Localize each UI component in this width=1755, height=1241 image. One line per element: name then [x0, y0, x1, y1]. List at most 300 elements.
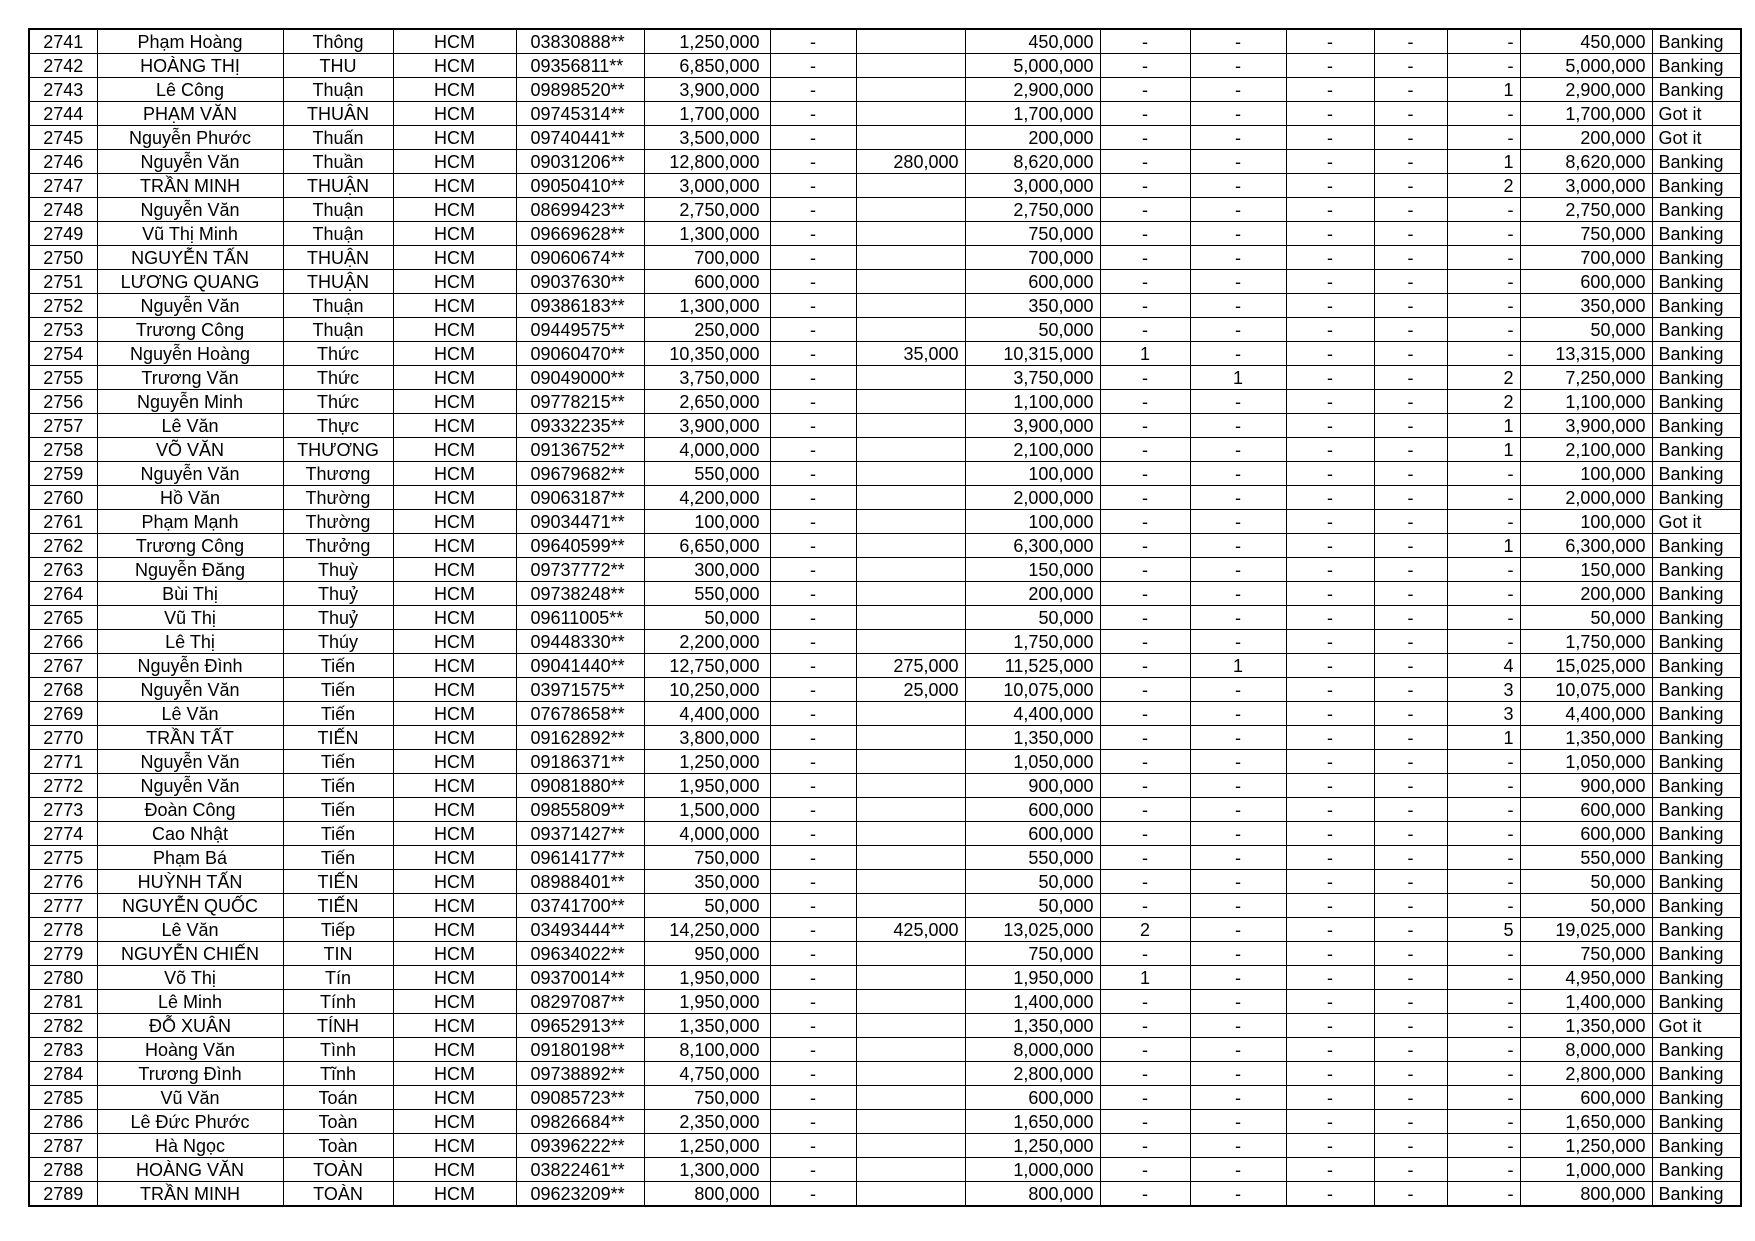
- count-cell-5: -: [1447, 246, 1520, 270]
- last-name-cell: HUỲNH TẤN: [97, 870, 283, 894]
- city-cell: HCM: [393, 1110, 516, 1134]
- table-row: [29, 54, 1741, 78]
- count-cell-4: -: [1374, 966, 1447, 990]
- amount-cell: 3,000,000: [644, 174, 770, 198]
- subtotal-cell: 600,000: [965, 798, 1100, 822]
- phone-cell: 09186371**: [516, 750, 644, 774]
- deduction-cell: [856, 894, 965, 918]
- subtotal-cell: 750,000: [965, 942, 1100, 966]
- phone-cell: 03741700**: [516, 894, 644, 918]
- count-cell-3: -: [1286, 29, 1374, 54]
- count-cell-2: -: [1190, 510, 1286, 534]
- first-name-cell: Tình: [283, 1038, 393, 1062]
- count-cell-5: -: [1447, 462, 1520, 486]
- payment-method-cell: Banking: [1652, 870, 1741, 894]
- first-name-cell: Toán: [283, 1086, 393, 1110]
- count-cell-1: -: [1100, 29, 1190, 54]
- city-cell: HCM: [393, 726, 516, 750]
- first-name-cell: Thực: [283, 414, 393, 438]
- count-cell-3: -: [1286, 414, 1374, 438]
- subtotal-cell: 100,000: [965, 462, 1100, 486]
- phone-cell: 09640599**: [516, 534, 644, 558]
- dash-cell: -: [770, 1062, 856, 1086]
- count-cell-4: -: [1374, 1110, 1447, 1134]
- count-cell-2: -: [1190, 798, 1286, 822]
- city-cell: HCM: [393, 918, 516, 942]
- count-cell-2: -: [1190, 390, 1286, 414]
- phone-cell: 09623209**: [516, 1182, 644, 1207]
- dash-cell: -: [770, 678, 856, 702]
- row-number-cell: 2746: [29, 150, 97, 174]
- count-cell-3: -: [1286, 78, 1374, 102]
- count-cell-1: -: [1100, 438, 1190, 462]
- table-row: [29, 1110, 1741, 1134]
- count-cell-2: -: [1190, 822, 1286, 846]
- subtotal-cell: 3,000,000: [965, 174, 1100, 198]
- count-cell-5: 4: [1447, 654, 1520, 678]
- count-cell-2: -: [1190, 294, 1286, 318]
- city-cell: HCM: [393, 1014, 516, 1038]
- first-name-cell: Tính: [283, 990, 393, 1014]
- first-name-cell: Tiến: [283, 654, 393, 678]
- phone-cell: 09162892**: [516, 726, 644, 750]
- count-cell-1: -: [1100, 702, 1190, 726]
- total-cell: 4,400,000: [1520, 702, 1652, 726]
- subtotal-cell: 800,000: [965, 1182, 1100, 1207]
- count-cell-5: -: [1447, 774, 1520, 798]
- dash-cell: -: [770, 270, 856, 294]
- dash-cell: -: [770, 1158, 856, 1182]
- count-cell-3: -: [1286, 1134, 1374, 1158]
- first-name-cell: Thuận: [283, 78, 393, 102]
- first-name-cell: Tiếp: [283, 918, 393, 942]
- city-cell: HCM: [393, 438, 516, 462]
- last-name-cell: Trương Văn: [97, 366, 283, 390]
- last-name-cell: Nguyễn Văn: [97, 198, 283, 222]
- count-cell-5: -: [1447, 894, 1520, 918]
- subtotal-cell: 10,315,000: [965, 342, 1100, 366]
- first-name-cell: Thưởng: [283, 534, 393, 558]
- table-row: [29, 1014, 1741, 1038]
- first-name-cell: TIẾN: [283, 726, 393, 750]
- count-cell-3: -: [1286, 894, 1374, 918]
- first-name-cell: Tín: [283, 966, 393, 990]
- row-number-cell: 2769: [29, 702, 97, 726]
- count-cell-4: -: [1374, 78, 1447, 102]
- count-cell-1: -: [1100, 606, 1190, 630]
- table-row: [29, 654, 1741, 678]
- last-name-cell: Vũ Văn: [97, 1086, 283, 1110]
- first-name-cell: Thương: [283, 462, 393, 486]
- dash-cell: -: [770, 918, 856, 942]
- payment-method-cell: Banking: [1652, 846, 1741, 870]
- row-number-cell: 2778: [29, 918, 97, 942]
- first-name-cell: Toàn: [283, 1134, 393, 1158]
- total-cell: 6,300,000: [1520, 534, 1652, 558]
- subtotal-cell: 150,000: [965, 558, 1100, 582]
- count-cell-1: 2: [1100, 918, 1190, 942]
- last-name-cell: Đoàn Công: [97, 798, 283, 822]
- phone-cell: 09611005**: [516, 606, 644, 630]
- phone-cell: 09738892**: [516, 1062, 644, 1086]
- dash-cell: -: [770, 174, 856, 198]
- subtotal-cell: 600,000: [965, 270, 1100, 294]
- count-cell-5: -: [1447, 1158, 1520, 1182]
- amount-cell: 14,250,000: [644, 918, 770, 942]
- table-row: [29, 342, 1741, 366]
- city-cell: HCM: [393, 29, 516, 54]
- row-number-cell: 2773: [29, 798, 97, 822]
- phone-cell: 09060674**: [516, 246, 644, 270]
- subtotal-cell: 1,350,000: [965, 726, 1100, 750]
- deduction-cell: [856, 102, 965, 126]
- deduction-cell: 25,000: [856, 678, 965, 702]
- table-row: [29, 270, 1741, 294]
- count-cell-1: -: [1100, 294, 1190, 318]
- table-row: [29, 198, 1741, 222]
- amount-cell: 6,650,000: [644, 534, 770, 558]
- dash-cell: -: [770, 822, 856, 846]
- count-cell-4: -: [1374, 726, 1447, 750]
- row-number-cell: 2759: [29, 462, 97, 486]
- dash-cell: -: [770, 462, 856, 486]
- count-cell-3: -: [1286, 918, 1374, 942]
- dash-cell: -: [770, 29, 856, 54]
- count-cell-3: -: [1286, 222, 1374, 246]
- phone-cell: 09180198**: [516, 1038, 644, 1062]
- city-cell: HCM: [393, 1086, 516, 1110]
- count-cell-5: 1: [1447, 438, 1520, 462]
- deduction-cell: [856, 1182, 965, 1207]
- phone-cell: 03493444**: [516, 918, 644, 942]
- count-cell-2: -: [1190, 558, 1286, 582]
- deduction-cell: [856, 510, 965, 534]
- last-name-cell: Nguyễn Minh: [97, 390, 283, 414]
- deduction-cell: [856, 966, 965, 990]
- phone-cell: 09669628**: [516, 222, 644, 246]
- dash-cell: -: [770, 630, 856, 654]
- city-cell: HCM: [393, 966, 516, 990]
- count-cell-4: -: [1374, 486, 1447, 510]
- first-name-cell: THUẬN: [283, 270, 393, 294]
- count-cell-2: -: [1190, 318, 1286, 342]
- first-name-cell: Thức: [283, 390, 393, 414]
- last-name-cell: Phạm Bá: [97, 846, 283, 870]
- total-cell: 800,000: [1520, 1182, 1652, 1207]
- count-cell-3: -: [1286, 966, 1374, 990]
- count-cell-4: -: [1374, 294, 1447, 318]
- dash-cell: -: [770, 942, 856, 966]
- amount-cell: 10,250,000: [644, 678, 770, 702]
- count-cell-4: -: [1374, 1038, 1447, 1062]
- payment-method-cell: Banking: [1652, 414, 1741, 438]
- first-name-cell: THUẬN: [283, 246, 393, 270]
- count-cell-5: -: [1447, 582, 1520, 606]
- count-cell-5: -: [1447, 870, 1520, 894]
- table-row: [29, 438, 1741, 462]
- deduction-cell: [856, 390, 965, 414]
- amount-cell: 750,000: [644, 1086, 770, 1110]
- city-cell: HCM: [393, 126, 516, 150]
- deduction-cell: [856, 582, 965, 606]
- payment-method-cell: Banking: [1652, 774, 1741, 798]
- count-cell-4: -: [1374, 630, 1447, 654]
- deduction-cell: [856, 750, 965, 774]
- total-cell: 50,000: [1520, 606, 1652, 630]
- dash-cell: -: [770, 414, 856, 438]
- count-cell-2: -: [1190, 1038, 1286, 1062]
- count-cell-1: -: [1100, 726, 1190, 750]
- subtotal-cell: 50,000: [965, 894, 1100, 918]
- table-row: [29, 1134, 1741, 1158]
- first-name-cell: Thuận: [283, 294, 393, 318]
- count-cell-2: -: [1190, 630, 1286, 654]
- deduction-cell: [856, 126, 965, 150]
- amount-cell: 6,850,000: [644, 54, 770, 78]
- row-number-cell: 2757: [29, 414, 97, 438]
- row-number-cell: 2753: [29, 318, 97, 342]
- count-cell-3: -: [1286, 318, 1374, 342]
- deduction-cell: [856, 942, 965, 966]
- city-cell: HCM: [393, 198, 516, 222]
- count-cell-2: -: [1190, 582, 1286, 606]
- count-cell-1: -: [1100, 774, 1190, 798]
- payment-method-cell: Banking: [1652, 630, 1741, 654]
- amount-cell: 4,000,000: [644, 438, 770, 462]
- count-cell-5: 3: [1447, 702, 1520, 726]
- count-cell-2: -: [1190, 486, 1286, 510]
- row-number-cell: 2742: [29, 54, 97, 78]
- amount-cell: 50,000: [644, 894, 770, 918]
- last-name-cell: Nguyễn Đăng: [97, 558, 283, 582]
- city-cell: HCM: [393, 246, 516, 270]
- deduction-cell: [856, 1158, 965, 1182]
- phone-cell: 03830888**: [516, 29, 644, 54]
- phone-cell: 09356811**: [516, 54, 644, 78]
- amount-cell: 1,300,000: [644, 222, 770, 246]
- dash-cell: -: [770, 246, 856, 270]
- count-cell-4: -: [1374, 702, 1447, 726]
- count-cell-3: -: [1286, 438, 1374, 462]
- count-cell-2: -: [1190, 966, 1286, 990]
- first-name-cell: Tiến: [283, 750, 393, 774]
- payment-method-cell: Banking: [1652, 894, 1741, 918]
- count-cell-1: -: [1100, 990, 1190, 1014]
- count-cell-5: -: [1447, 510, 1520, 534]
- phone-cell: 09386183**: [516, 294, 644, 318]
- first-name-cell: TOÀN: [283, 1158, 393, 1182]
- count-cell-1: -: [1100, 174, 1190, 198]
- table-row: [29, 486, 1741, 510]
- last-name-cell: Võ Thị: [97, 966, 283, 990]
- first-name-cell: Thuận: [283, 198, 393, 222]
- city-cell: HCM: [393, 486, 516, 510]
- count-cell-1: -: [1100, 942, 1190, 966]
- count-cell-3: -: [1286, 294, 1374, 318]
- total-cell: 50,000: [1520, 870, 1652, 894]
- count-cell-1: -: [1100, 1038, 1190, 1062]
- subtotal-cell: 13,025,000: [965, 918, 1100, 942]
- row-number-cell: 2772: [29, 774, 97, 798]
- row-number-cell: 2777: [29, 894, 97, 918]
- deduction-cell: [856, 870, 965, 894]
- deduction-cell: [856, 414, 965, 438]
- subtotal-cell: 750,000: [965, 222, 1100, 246]
- row-number-cell: 2767: [29, 654, 97, 678]
- count-cell-3: -: [1286, 246, 1374, 270]
- payment-method-cell: Got it: [1652, 1014, 1741, 1038]
- count-cell-1: -: [1100, 1086, 1190, 1110]
- count-cell-1: -: [1100, 654, 1190, 678]
- table-row: [29, 798, 1741, 822]
- count-cell-4: -: [1374, 942, 1447, 966]
- subtotal-cell: 2,100,000: [965, 438, 1100, 462]
- last-name-cell: NGUYỄN TẤN: [97, 246, 283, 270]
- deduction-cell: 280,000: [856, 150, 965, 174]
- total-cell: 750,000: [1520, 222, 1652, 246]
- count-cell-2: -: [1190, 438, 1286, 462]
- dash-cell: -: [770, 606, 856, 630]
- deduction-cell: [856, 774, 965, 798]
- row-number-cell: 2762: [29, 534, 97, 558]
- deduction-cell: [856, 990, 965, 1014]
- amount-cell: 1,500,000: [644, 798, 770, 822]
- count-cell-5: -: [1447, 630, 1520, 654]
- count-cell-3: -: [1286, 1182, 1374, 1207]
- amount-cell: 12,800,000: [644, 150, 770, 174]
- deduction-cell: [856, 294, 965, 318]
- count-cell-4: -: [1374, 894, 1447, 918]
- count-cell-2: -: [1190, 414, 1286, 438]
- count-cell-3: -: [1286, 606, 1374, 630]
- payment-method-cell: Got it: [1652, 102, 1741, 126]
- count-cell-5: 3: [1447, 678, 1520, 702]
- count-cell-3: -: [1286, 366, 1374, 390]
- total-cell: 700,000: [1520, 246, 1652, 270]
- dash-cell: -: [770, 1182, 856, 1207]
- count-cell-1: -: [1100, 462, 1190, 486]
- first-name-cell: Thuỷ: [283, 606, 393, 630]
- count-cell-1: 1: [1100, 966, 1190, 990]
- subtotal-cell: 8,620,000: [965, 150, 1100, 174]
- dash-cell: -: [770, 342, 856, 366]
- table-row: [29, 1182, 1741, 1207]
- deduction-cell: [856, 846, 965, 870]
- first-name-cell: Thuỷ: [283, 582, 393, 606]
- amount-cell: 1,950,000: [644, 966, 770, 990]
- last-name-cell: Hà Ngọc: [97, 1134, 283, 1158]
- count-cell-5: 1: [1447, 414, 1520, 438]
- total-cell: 1,050,000: [1520, 750, 1652, 774]
- amount-cell: 1,300,000: [644, 294, 770, 318]
- last-name-cell: TRẦN TẤT: [97, 726, 283, 750]
- last-name-cell: Cao Nhật: [97, 822, 283, 846]
- last-name-cell: Lê Văn: [97, 414, 283, 438]
- deduction-cell: [856, 54, 965, 78]
- amount-cell: 700,000: [644, 246, 770, 270]
- last-name-cell: ĐỖ XUÂN: [97, 1014, 283, 1038]
- count-cell-5: -: [1447, 222, 1520, 246]
- total-cell: 19,025,000: [1520, 918, 1652, 942]
- payment-method-cell: Banking: [1652, 726, 1741, 750]
- payment-method-cell: Banking: [1652, 654, 1741, 678]
- first-name-cell: Thuấn: [283, 126, 393, 150]
- city-cell: HCM: [393, 678, 516, 702]
- amount-cell: 2,200,000: [644, 630, 770, 654]
- phone-cell: 08699423**: [516, 198, 644, 222]
- dash-cell: -: [770, 294, 856, 318]
- payment-method-cell: Banking: [1652, 390, 1741, 414]
- table-row: [29, 942, 1741, 966]
- deduction-cell: 425,000: [856, 918, 965, 942]
- last-name-cell: TRẦN MINH: [97, 174, 283, 198]
- count-cell-2: -: [1190, 102, 1286, 126]
- count-cell-1: -: [1100, 126, 1190, 150]
- city-cell: HCM: [393, 270, 516, 294]
- deduction-cell: [856, 1134, 965, 1158]
- count-cell-3: -: [1286, 1038, 1374, 1062]
- dash-cell: -: [770, 798, 856, 822]
- city-cell: HCM: [393, 342, 516, 366]
- count-cell-4: -: [1374, 558, 1447, 582]
- count-cell-1: -: [1100, 1110, 1190, 1134]
- count-cell-4: -: [1374, 1158, 1447, 1182]
- total-cell: 1,700,000: [1520, 102, 1652, 126]
- count-cell-2: -: [1190, 198, 1286, 222]
- phone-cell: 09634022**: [516, 942, 644, 966]
- payment-method-cell: Banking: [1652, 29, 1741, 54]
- count-cell-2: -: [1190, 174, 1286, 198]
- table-row: [29, 318, 1741, 342]
- last-name-cell: Vũ Thị: [97, 606, 283, 630]
- total-cell: 7,250,000: [1520, 366, 1652, 390]
- city-cell: HCM: [393, 54, 516, 78]
- payment-method-cell: Banking: [1652, 54, 1741, 78]
- last-name-cell: Nguyễn Đình: [97, 654, 283, 678]
- last-name-cell: Trương Đình: [97, 1062, 283, 1086]
- city-cell: HCM: [393, 102, 516, 126]
- last-name-cell: Hồ Văn: [97, 486, 283, 510]
- count-cell-2: -: [1190, 1014, 1286, 1038]
- dash-cell: -: [770, 1086, 856, 1110]
- phone-cell: 09332235**: [516, 414, 644, 438]
- payment-method-cell: Banking: [1652, 990, 1741, 1014]
- last-name-cell: Nguyễn Văn: [97, 462, 283, 486]
- count-cell-5: -: [1447, 486, 1520, 510]
- row-number-cell: 2774: [29, 822, 97, 846]
- row-number-cell: 2781: [29, 990, 97, 1014]
- last-name-cell: Nguyễn Phước: [97, 126, 283, 150]
- count-cell-2: -: [1190, 270, 1286, 294]
- count-cell-2: -: [1190, 990, 1286, 1014]
- count-cell-5: -: [1447, 1086, 1520, 1110]
- count-cell-3: -: [1286, 54, 1374, 78]
- total-cell: 1,350,000: [1520, 1014, 1652, 1038]
- count-cell-2: -: [1190, 1158, 1286, 1182]
- count-cell-3: -: [1286, 654, 1374, 678]
- deduction-cell: 35,000: [856, 342, 965, 366]
- count-cell-1: -: [1100, 678, 1190, 702]
- count-cell-2: -: [1190, 222, 1286, 246]
- count-cell-2: -: [1190, 1182, 1286, 1207]
- row-number-cell: 2768: [29, 678, 97, 702]
- table-row: [29, 126, 1741, 150]
- total-cell: 1,000,000: [1520, 1158, 1652, 1182]
- count-cell-2: -: [1190, 870, 1286, 894]
- dash-cell: -: [770, 78, 856, 102]
- amount-cell: 1,350,000: [644, 1014, 770, 1038]
- city-cell: HCM: [393, 798, 516, 822]
